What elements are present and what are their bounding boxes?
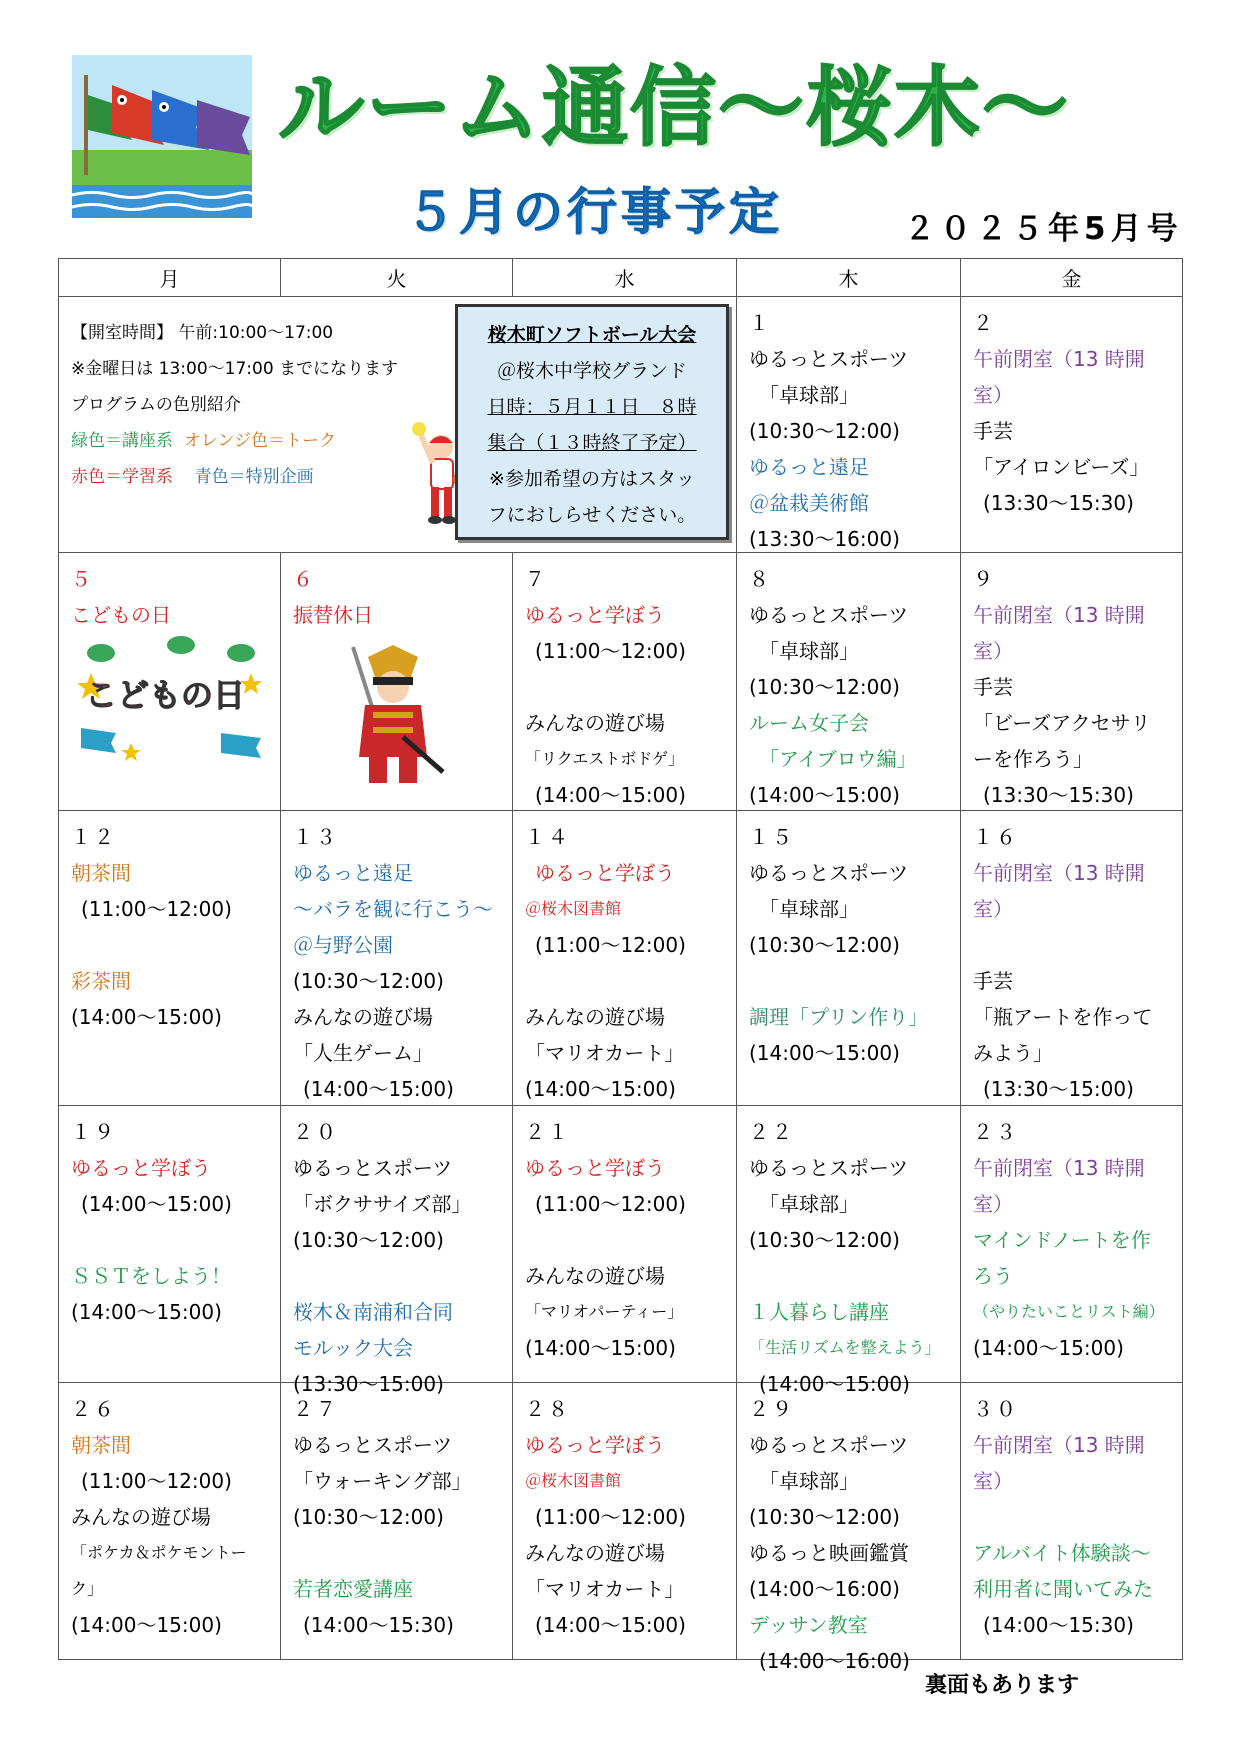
event-line: 午前閉室（13 時開 <box>973 603 1145 627</box>
page-title: ルーム通信～桜木～ <box>278 58 1070 158</box>
day-number: １３ <box>293 825 339 849</box>
kodomonohi-banner-text: こどもの日 <box>85 676 246 714</box>
day-cell-2 <box>961 297 1183 553</box>
event-line: 朝茶間 <box>71 861 131 885</box>
day-cell-8 <box>737 553 961 811</box>
event-time: (13:30～15:30) <box>983 491 1134 515</box>
event-time: (10:30～12:00) <box>749 1228 900 1252</box>
legend-red: 赤色＝学習系 <box>71 467 173 487</box>
day-number: ２３ <box>973 1120 1019 1144</box>
event-time: (10:30～12:00) <box>749 1505 900 1529</box>
legend-green: 緑色＝講座系 <box>71 431 173 451</box>
event-line: モルック大会 <box>293 1336 413 1360</box>
day-cell-30 <box>961 1383 1183 1660</box>
event-time: (14:00～16:00) <box>759 1649 910 1673</box>
day-number: ９ <box>973 567 996 591</box>
day-cell-1 <box>737 297 961 553</box>
event-line: ゆるっと遠足 <box>293 861 413 885</box>
day-number: ５ <box>71 567 94 591</box>
day-cell-27 <box>281 1383 513 1660</box>
friday-note: ※金曜日は 13:00～17:00 までになります <box>71 359 399 379</box>
event-time: (10:30～12:00) <box>293 1505 444 1529</box>
footer-note: 裏面もあります <box>925 1673 1080 1698</box>
event-line: ＠桜木図書館 <box>525 899 622 918</box>
event-line: 手芸 <box>973 675 1013 699</box>
event-time: (14:00～15:00) <box>303 1077 454 1101</box>
event-line: 「マリオカート」 <box>525 1041 685 1065</box>
event-line: 手芸 <box>973 969 1013 993</box>
event-time: (10:30～12:00) <box>293 1228 444 1252</box>
day-cell-9 <box>961 553 1183 811</box>
event-time: (11:00～12:00) <box>81 897 232 921</box>
event-time: (10:30～12:00) <box>749 933 900 957</box>
opening-hours: 【開室時間】 午前:10:00～17:00 <box>71 323 334 343</box>
softball-date-line2: 集合（１３時終了予定） <box>487 432 697 454</box>
event-time: (13:30～15:00) <box>983 1077 1134 1101</box>
softball-note-line1: ※参加希望の方はスタッ <box>489 468 695 490</box>
event-line: 「リクエストボドゲ」 <box>525 749 685 768</box>
event-line: 室） <box>973 383 1013 407</box>
event-line: 午前閉室（13 時開 <box>973 1156 1145 1180</box>
day-cell-23 <box>961 1106 1183 1383</box>
softball-note-line2: フにおしらせください。 <box>487 504 697 526</box>
week-row-2 <box>59 553 1183 811</box>
event-line: みんなの遊び場 <box>525 1541 665 1565</box>
event-line: ろう <box>973 1264 1013 1288</box>
event-time: (13:30～15:30) <box>983 783 1134 807</box>
holiday-label: こどもの日 <box>71 603 171 627</box>
event-line: 「卓球部」 <box>759 383 859 407</box>
kodomonohi-illustration <box>71 633 271 763</box>
event-line: ゆるっとスポーツ <box>749 1156 909 1180</box>
event-line: 若者恋愛講座 <box>293 1577 413 1601</box>
event-time: (14:00～15:00) <box>525 1336 676 1360</box>
event-line: 「卓球部」 <box>759 639 859 663</box>
event-line: 「人生ゲーム」 <box>293 1041 433 1065</box>
event-time: (14:00～15:00) <box>71 1300 222 1324</box>
event-time: (14:00～15:00) <box>535 783 686 807</box>
day-number: １２ <box>71 825 117 849</box>
event-line: 桜木＆南浦和合同 <box>293 1300 453 1324</box>
event-time: (14:00～15:00) <box>749 783 900 807</box>
event-line: ゆるっと学ぼう <box>71 1156 211 1180</box>
event-time: (14:00～15:00) <box>525 1077 676 1101</box>
day-cell-26 <box>59 1383 281 1660</box>
event-time: (14:00～15:00) <box>535 1613 686 1637</box>
event-line: みんなの遊び場 <box>525 711 665 735</box>
event-time: (14:00～15:30) <box>303 1613 454 1637</box>
day-number: １９ <box>71 1120 117 1144</box>
day-number: ７ <box>525 567 548 591</box>
event-time: (13:30～15:00) <box>293 1372 444 1396</box>
legend-blue: 青色＝特別企画 <box>194 467 314 487</box>
day-number: ３０ <box>973 1397 1019 1421</box>
event-line: ゆるっとスポーツ <box>749 603 909 627</box>
softball-date-line1: 日時：５月１１日 ８時 <box>487 396 697 418</box>
event-line: ＠桜木図書館 <box>525 1471 622 1490</box>
event-line: 室） <box>973 639 1013 663</box>
day-number: ２６ <box>71 1397 117 1421</box>
event-line: 室） <box>973 1469 1013 1493</box>
event-time: (10:30～12:00) <box>749 675 900 699</box>
day-cell-14 <box>513 811 737 1106</box>
event-line: みんなの遊び場 <box>525 1264 665 1288</box>
event-line: アルバイト体験談～ <box>973 1541 1151 1565</box>
event-line: 「瓶アートを作って <box>973 1005 1153 1029</box>
koinobori-illustration <box>72 55 252 218</box>
day-cell-21 <box>513 1106 737 1383</box>
event-line: 「マリオカート」 <box>525 1577 685 1601</box>
event-time: (11:00～12:00) <box>535 933 686 957</box>
day-number: ８ <box>749 567 772 591</box>
week-row-3 <box>59 811 1183 1106</box>
event-time: (10:30～12:00) <box>293 969 444 993</box>
holiday-label: 振替休日 <box>293 603 373 627</box>
event-line: 「アイロンビーズ」 <box>973 455 1150 479</box>
event-line: 「卓球部」 <box>759 1192 859 1216</box>
event-line: 手芸 <box>973 419 1013 443</box>
event-line: 「卓球部」 <box>759 897 859 921</box>
event-line: 午前閉室（13 時開 <box>973 861 1145 885</box>
day-number: １５ <box>749 825 795 849</box>
event-time: (11:00～12:00) <box>535 1505 686 1529</box>
issue-date: ２０２５年5月号 <box>904 211 1183 247</box>
event-line: 午前閉室（13 時開 <box>973 1433 1145 1457</box>
event-line: マインドノートを作 <box>973 1228 1151 1252</box>
page-subtitle: ５月の行事予定 <box>405 183 783 241</box>
day-cell-22 <box>737 1106 961 1396</box>
day-number: ２ <box>973 311 996 335</box>
event-line: ルーム女子会 <box>749 711 869 735</box>
event-line: ～バラを観に行こう～ <box>293 897 493 921</box>
event-line: 「マリオパーティー」 <box>525 1302 684 1321</box>
event-time: (13:30～16:00) <box>749 527 900 551</box>
day-number: １ <box>749 311 772 335</box>
day-number: ６ <box>293 567 316 591</box>
weekday-wed: 水 <box>513 259 737 297</box>
day-number: １４ <box>525 825 571 849</box>
event-line: 利用者に聞いてみた <box>973 1577 1153 1601</box>
event-line: ゆるっとスポーツ <box>749 861 909 885</box>
event-line: ＠盆栽美術館 <box>749 491 869 515</box>
softball-title: 桜木町ソフトボール大会 <box>487 324 697 346</box>
event-line: 調理「プリン作り」 <box>749 1005 929 1029</box>
event-line: 「ウォーキング部」 <box>293 1469 472 1493</box>
event-time: (14:00～15:00) <box>759 1372 910 1396</box>
day-cell-20 <box>281 1106 513 1396</box>
event-line: ゆるっと学ぼう <box>525 603 665 627</box>
event-line: みんなの遊び場 <box>525 1005 665 1029</box>
weekday-tue: 火 <box>281 259 513 297</box>
day-cell-16 <box>961 811 1183 1106</box>
softball-place: ＠桜木中学校グランド <box>496 360 687 382</box>
day-number: １６ <box>973 825 1019 849</box>
day-number: ２０ <box>293 1120 339 1144</box>
event-line: ゆるっと映画鑑賞 <box>749 1541 909 1565</box>
event-line: （やりたいことリスト編） <box>973 1302 1165 1321</box>
day-cell-13 <box>281 811 513 1106</box>
event-time: (14:00～15:00) <box>749 1041 900 1065</box>
event-time: (11:00～12:00) <box>535 639 686 663</box>
event-line: １人暮らし講座 <box>749 1300 889 1324</box>
event-time: (14:00～16:00) <box>749 1577 900 1601</box>
day-number: ２８ <box>525 1397 571 1421</box>
event-line: 「アイブロウ編」 <box>759 747 917 771</box>
day-cell-5 <box>59 553 281 811</box>
event-line: みんなの遊び場 <box>71 1505 211 1529</box>
event-time: (14:00～15:30) <box>983 1613 1134 1637</box>
event-line: ゆるっとスポーツ <box>749 1433 909 1457</box>
event-time: (14:00～15:00) <box>71 1613 222 1637</box>
event-line: ゆるっと学ぼう <box>535 861 675 885</box>
day-number: ２２ <box>749 1120 795 1144</box>
event-line: ＳＳＴをしよう！ <box>71 1264 231 1288</box>
samurai-illustration <box>333 637 502 787</box>
event-time: (10:30～12:00) <box>749 419 900 443</box>
day-cell-19 <box>59 1106 281 1383</box>
day-number: ２９ <box>749 1397 795 1421</box>
event-line: デッサン教室 <box>749 1613 868 1637</box>
event-time: (14:00～15:00) <box>81 1192 232 1216</box>
event-line: 「ボクササイズ部」 <box>293 1192 472 1216</box>
day-cell-28 <box>513 1383 737 1660</box>
weekday-thu: 木 <box>737 259 961 297</box>
event-line: ゆるっと学ぼう <box>525 1433 665 1457</box>
event-line: 彩茶間 <box>71 969 131 993</box>
day-cell-15 <box>737 811 961 1106</box>
event-line: ゆるっと学ぼう <box>525 1156 665 1180</box>
event-line: 「ビーズアクセサリ <box>973 711 1151 735</box>
event-time: (11:00～12:00) <box>535 1192 686 1216</box>
weekday-mon: 月 <box>59 259 281 297</box>
day-cell-7 <box>513 553 737 811</box>
event-line: 「卓球部」 <box>759 1469 859 1493</box>
event-line: ゆるっとスポーツ <box>293 1156 453 1180</box>
week-row-4 <box>59 1106 1183 1383</box>
event-line: ゆるっとスポーツ <box>293 1433 453 1457</box>
event-time: (14:00～15:00) <box>973 1336 1124 1360</box>
day-number: ２１ <box>525 1120 571 1144</box>
event-line: 午前閉室（13 時開 <box>973 347 1145 371</box>
event-line: ゆるっとスポーツ <box>749 347 909 371</box>
event-line: 室） <box>973 897 1013 921</box>
day-number: ２７ <box>293 1397 339 1421</box>
event-line: ゆるっと遠足 <box>749 455 869 479</box>
weekday-header-row <box>59 259 1183 297</box>
event-time: (11:00～12:00) <box>81 1469 232 1493</box>
event-line: みよう」 <box>973 1041 1053 1065</box>
color-intro: プログラムの色別紹介 <box>71 395 241 415</box>
week-row-5 <box>59 1383 1183 1660</box>
event-line: 「生活リズムを整えよう」 <box>749 1338 941 1357</box>
event-line: ク」 <box>71 1579 104 1598</box>
softball-notice-box <box>455 304 729 540</box>
event-line: 「ポケカ＆ポケモントー <box>71 1543 247 1562</box>
day-cell-6 <box>281 553 513 811</box>
event-line: ーを作ろう」 <box>973 747 1093 771</box>
legend-orange: オレンジ色＝トーク <box>183 431 336 451</box>
event-line: みんなの遊び場 <box>293 1005 433 1029</box>
weekday-fri: 金 <box>961 259 1183 297</box>
event-time: (14:00～15:00) <box>71 1005 222 1029</box>
day-cell-12 <box>59 811 281 1106</box>
event-line: ＠与野公園 <box>293 933 393 957</box>
day-cell-29 <box>737 1383 961 1673</box>
event-line: 室） <box>973 1192 1013 1216</box>
event-line: 朝茶間 <box>71 1433 131 1457</box>
